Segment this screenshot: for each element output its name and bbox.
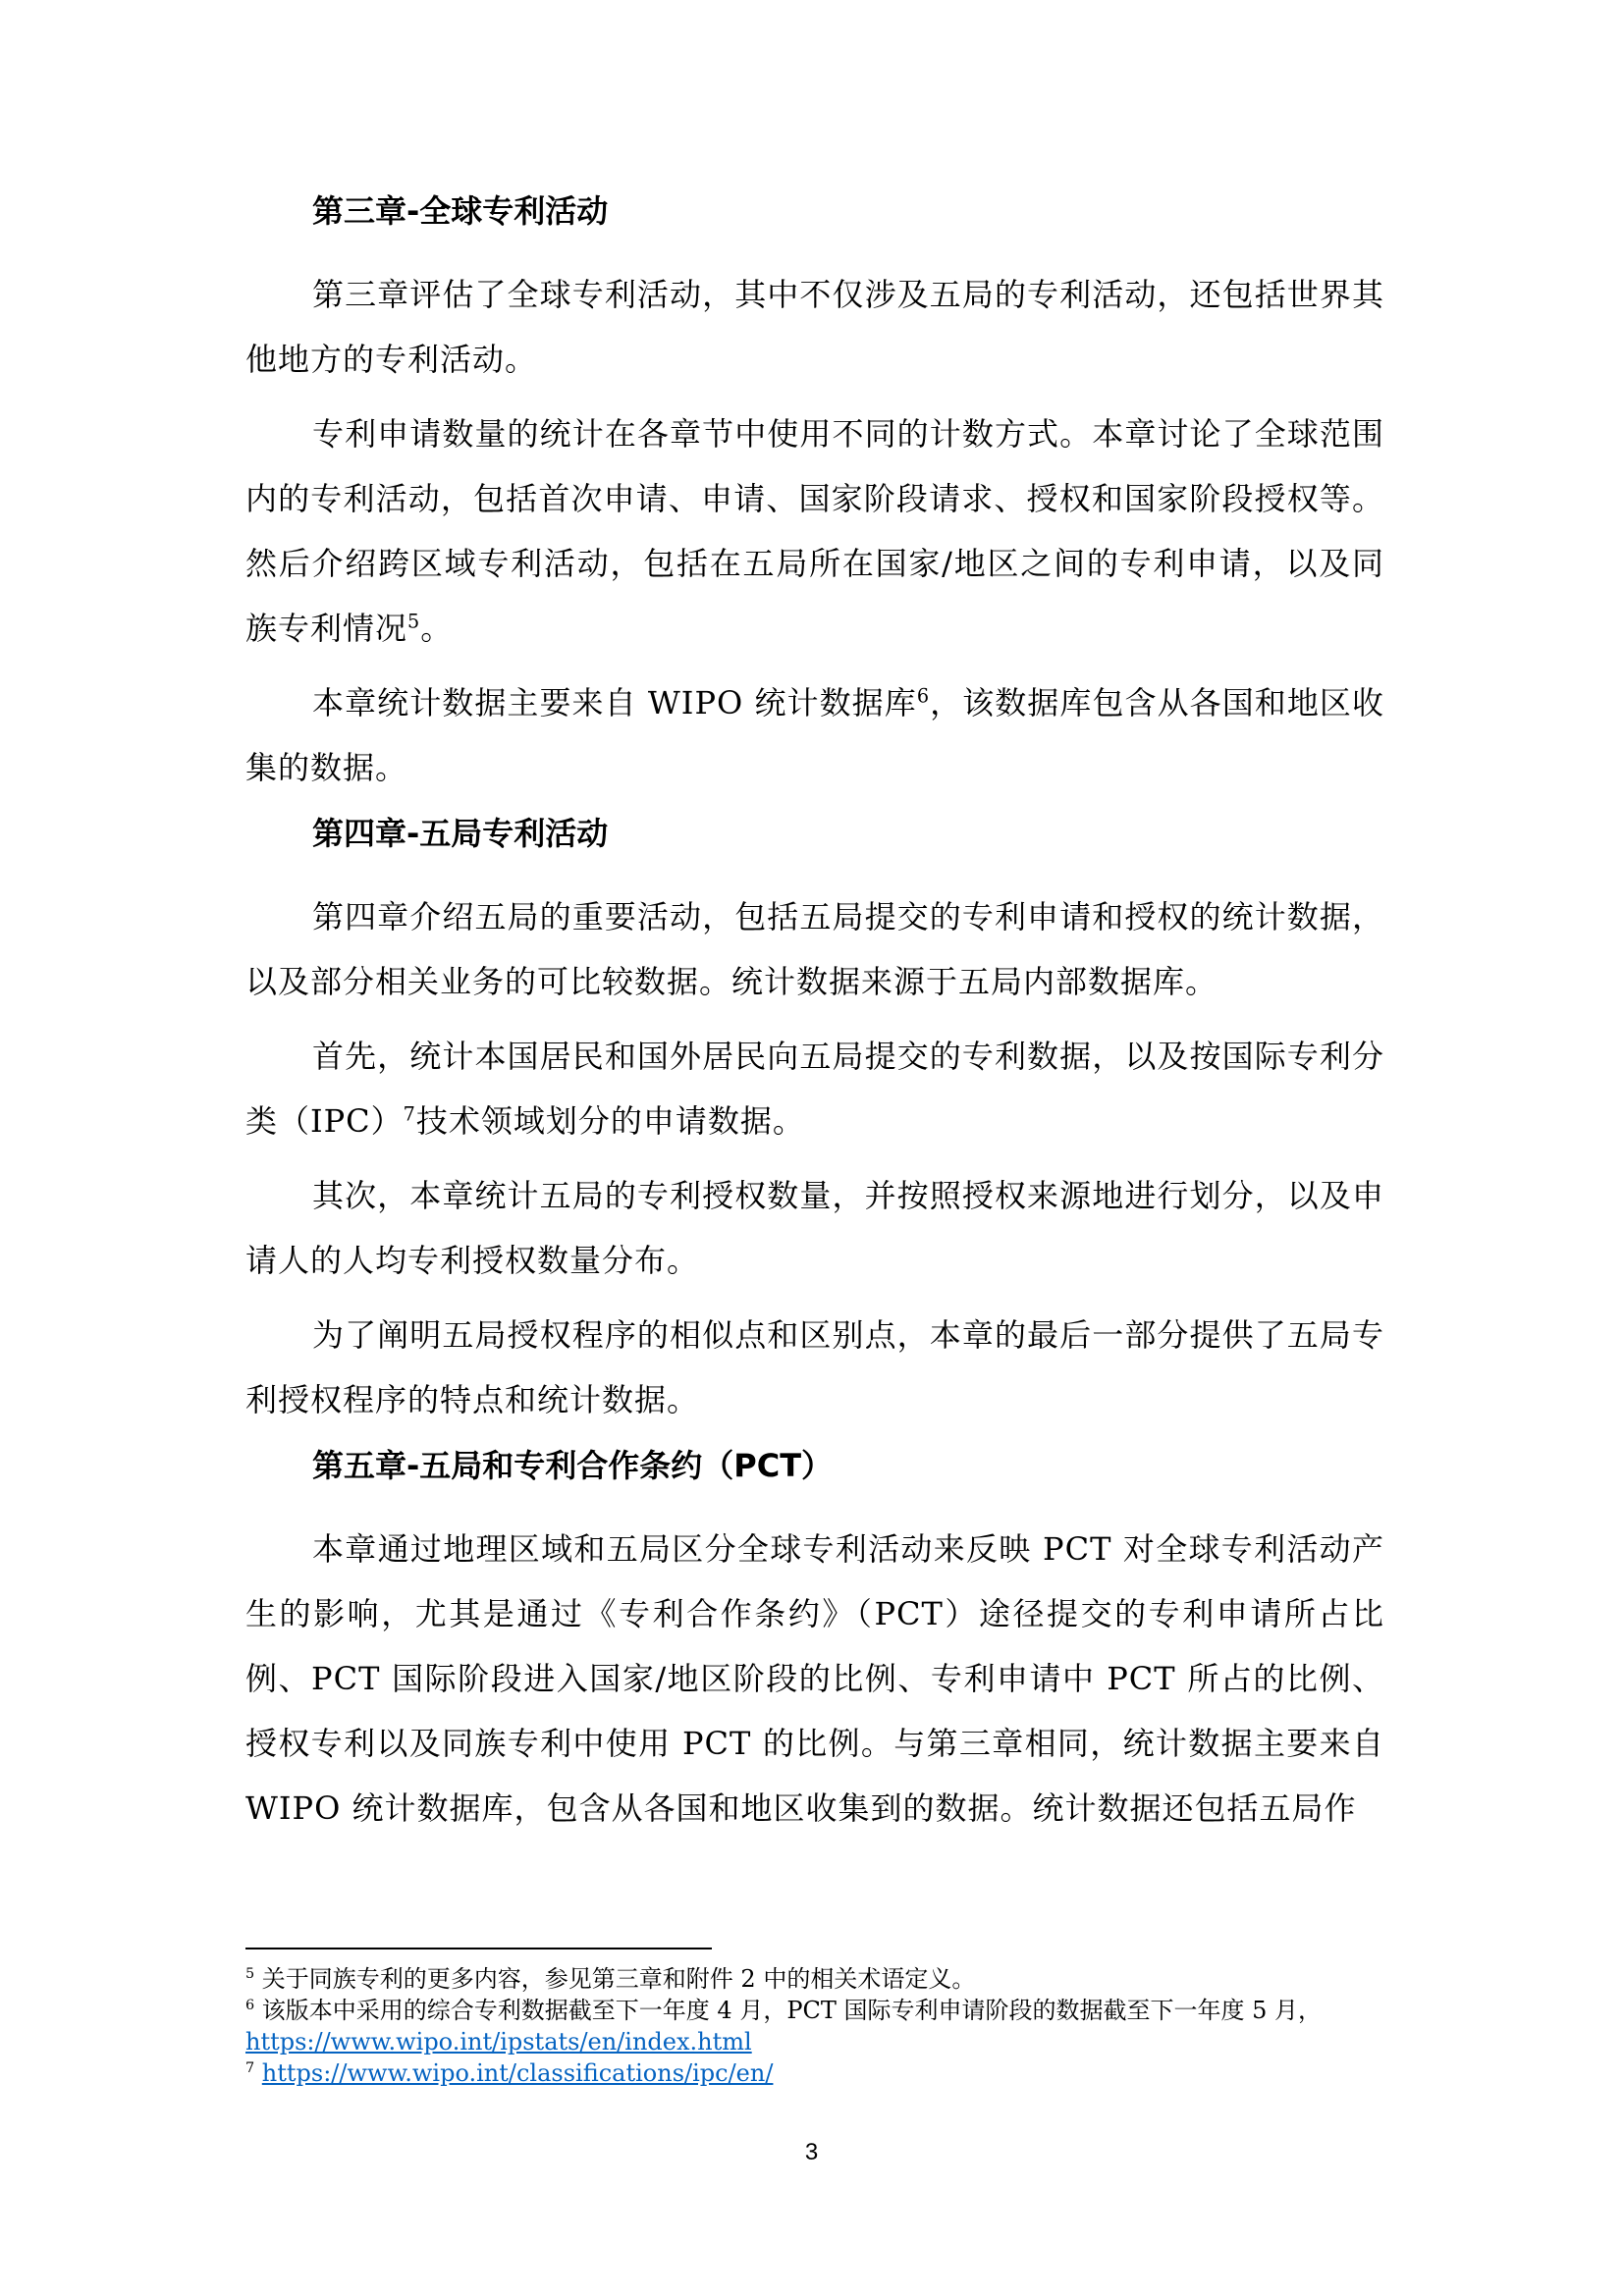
section-heading: 第三章-全球专利活动 — [312, 192, 609, 230]
paragraph: 本章统计数据主要来自 WIPO 统计数据库$^6$，该数据库包含从各国和地区收集的数据。 — [245, 684, 1384, 786]
paragraph: 第四章介绍五局的重要活动，包括五局提交的专利申请和授权的统计数据，以及部分相关业务的可比较数据。统计数据来源于五局内部数据库。 — [245, 898, 1384, 1000]
footnote-link[interactable]: https://www.wipo.int/classifications/ipc/en/ — [261, 2059, 774, 2087]
paragraph: 首先，统计本国居民和国外居民向五局提交的专利数据，以及按国际专利分类（IPC）$^7$技术领域划分的申请数据。 — [245, 1038, 1384, 1140]
paragraph: 本章通过地理区域和五局区分全球专利活动来反映 PCT 对全球专利活动产生的影响，尤其是通过《专利合作条约》（PCT）途径提交的专利申请所占比例、PCT 国际阶段进入国家/地区阶段的比例、专利申请中 PCT 所占的比例、授权专利以及同族专利中使用 PCT 的比例。与第三章相同，统计数据主要来自 WIPO 统计数据库，包含从各国和地区收集到的数据。统计数据还包括五局作 — [245, 1530, 1384, 1827]
footnote — [245, 2057, 1384, 2089]
section-heading: 第四章-五局专利活动 — [312, 815, 609, 852]
paragraph: 为了阐明五局授权程序的相似点和区别点，本章的最后一部分提供了五局专利授权程序的特点和统计数据。 — [245, 1316, 1384, 1418]
footnote-ref[interactable]: 5 — [407, 610, 421, 633]
footnotes — [245, 1948, 1384, 2089]
paragraph: 其次，本章统计五局的专利授权数量，并按照授权来源地进行划分，以及申请人的人均专利授权数量分布。 — [245, 1177, 1384, 1279]
footnote-divider — [245, 1948, 712, 1949]
footnote-number: 6 — [245, 1998, 255, 2013]
footnote-ref[interactable]: 7 — [403, 1102, 416, 1126]
paragraph: 专利申请数量的统计在各章节中使用不同的计数方式。本章讨论了全球范围内的专利活动，包括首次申请、申请、国家阶段请求、授权和国家阶段授权等。然后介绍跨区域专利活动，包括在五局所在国家/地区之间的专利申请，以及同族专利情况$^5$。 — [245, 415, 1384, 647]
footnote: $^6$ 该版本中采用的综合专利数据截至下一年度 4 月，PCT 国际专利申请阶段的数据截至下一年度 5 月，https://www.wipo.int/ipstats/en/index.html — [245, 1997, 1322, 2056]
footnote-number: 7 — [245, 2060, 255, 2076]
footnote-link[interactable]: https://www.wipo.int/ipstats/en/index.html — [245, 2028, 752, 2056]
main-content — [245, 191, 1384, 1850]
footnote: $^5$ 关于同族专利的更多内容，参见第三章和附件 2 中的相关术语定义。 — [245, 1965, 976, 1993]
footnote-number: 5 — [245, 1966, 255, 1982]
section-heading: 第五章-五局和专利合作条约（PCT） — [312, 1447, 834, 1484]
footnote-ref[interactable]: 6 — [916, 684, 931, 708]
paragraph: 第三章评估了全球专利活动，其中不仅涉及五局的专利活动，还包括世界其他地方的专利活动。 — [245, 276, 1384, 378]
page-number: 3 — [804, 2139, 819, 2165]
